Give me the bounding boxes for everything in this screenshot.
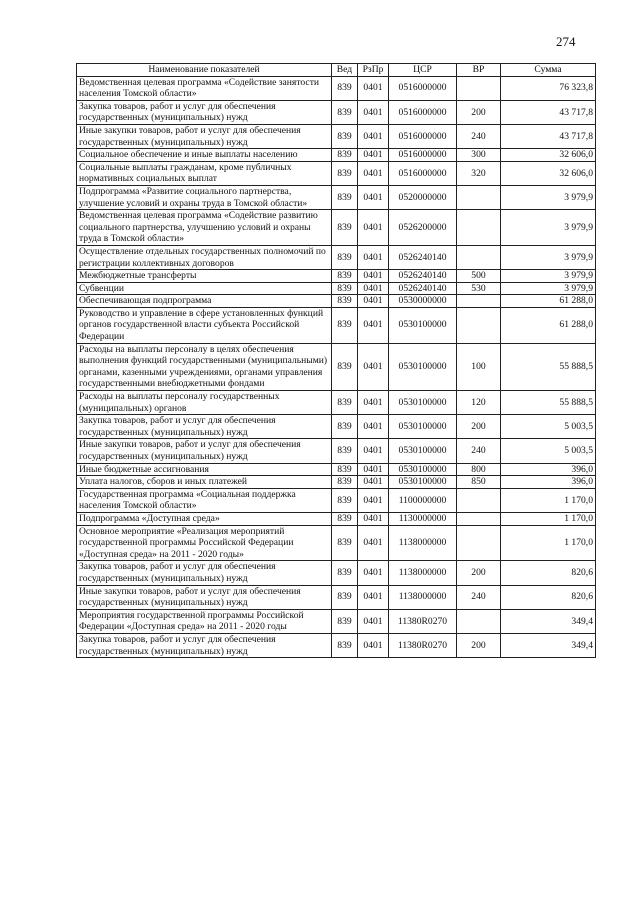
cell-csr: 0526200000 (389, 210, 457, 246)
cell-sum: 3 979,9 (501, 270, 596, 283)
table-row (77, 488, 596, 512)
cell-sum: 61 288,0 (501, 295, 596, 308)
cell-rzpr: 0401 (358, 585, 389, 609)
cell-vr: 320 (457, 161, 501, 185)
cell-sum: 76 323,8 (501, 76, 596, 100)
cell-sum: 1 170,0 (501, 512, 596, 525)
cell-ved: 839 (332, 149, 358, 162)
cell-ved: 839 (332, 270, 358, 283)
cell-csr: 0516000000 (389, 161, 457, 185)
cell-name: Основное мероприятие «Реализация мероприятий государственной программы Российской Федерации «Доступная среда» на 2011 - 2020 годы» (77, 525, 332, 561)
cell-sum: 5 003,5 (501, 415, 596, 439)
table-row (77, 282, 596, 295)
cell-name: Закупка товаров, работ и услуг для обеспечения государственных (муниципальных) нужд (77, 415, 332, 439)
cell-csr: 0516000000 (389, 124, 457, 148)
table-row (77, 124, 596, 148)
cell-ved: 839 (332, 76, 358, 100)
budget-table (76, 63, 596, 658)
table-row (77, 307, 596, 343)
cell-ved: 839 (332, 609, 358, 633)
cell-vr (457, 512, 501, 525)
column-header-csr: ЦСР (389, 64, 457, 77)
cell-ved: 839 (332, 100, 358, 124)
cell-name: Иные бюджетные ассигнования (77, 463, 332, 476)
cell-name: Иные закупки товаров, работ и услуг для обеспечения государственных (муниципальных) нужд (77, 585, 332, 609)
table-row (77, 100, 596, 124)
cell-vr (457, 295, 501, 308)
cell-sum: 32 606,0 (501, 161, 596, 185)
cell-name: Закупка товаров, работ и услуг для обеспечения государственных (муниципальных) нужд (77, 561, 332, 585)
table-row (77, 391, 596, 415)
table-row (77, 439, 596, 463)
cell-csr: 0526240140 (389, 245, 457, 269)
cell-vr (457, 210, 501, 246)
cell-vr: 530 (457, 282, 501, 295)
cell-sum: 55 888,5 (501, 343, 596, 390)
cell-csr: 0530100000 (389, 343, 457, 390)
cell-sum: 1 170,0 (501, 488, 596, 512)
column-header-vr: ВР (457, 64, 501, 77)
cell-vr (457, 307, 501, 343)
cell-csr: 0516000000 (389, 100, 457, 124)
cell-ved: 839 (332, 512, 358, 525)
cell-sum: 396,0 (501, 476, 596, 489)
cell-rzpr: 0401 (358, 476, 389, 489)
cell-rzpr: 0401 (358, 270, 389, 283)
cell-rzpr: 0401 (358, 185, 389, 209)
cell-rzpr: 0401 (358, 76, 389, 100)
cell-name: Закупка товаров, работ и услуг для обеспечения государственных (муниципальных) нужд (77, 100, 332, 124)
cell-ved: 839 (332, 124, 358, 148)
cell-ved: 839 (332, 476, 358, 489)
cell-name: Иные закупки товаров, работ и услуг для обеспечения государственных (муниципальных) нужд (77, 124, 332, 148)
cell-sum: 396,0 (501, 463, 596, 476)
table-body (77, 76, 596, 658)
cell-name: Государственная программа «Социальная поддержка населения Томской области» (77, 488, 332, 512)
table-row (77, 185, 596, 209)
cell-name: Подпрограмма «Доступная среда» (77, 512, 332, 525)
cell-sum: 820,6 (501, 561, 596, 585)
cell-ved: 839 (332, 561, 358, 585)
cell-sum: 5 003,5 (501, 439, 596, 463)
cell-csr: 0526240140 (389, 282, 457, 295)
cell-ved: 839 (332, 282, 358, 295)
table-row (77, 149, 596, 162)
cell-rzpr: 0401 (358, 124, 389, 148)
cell-name: Закупка товаров, работ и услуг для обеспечения государственных (муниципальных) нужд (77, 633, 332, 657)
cell-csr: 0530000000 (389, 295, 457, 308)
cell-csr: 0526240140 (389, 270, 457, 283)
cell-rzpr: 0401 (358, 525, 389, 561)
table-row (77, 270, 596, 283)
table-row (77, 76, 596, 100)
cell-name: Мероприятия государственной программы Российской Федерации «Доступная среда» на 2011 - 2020 годы (77, 609, 332, 633)
column-header-rzpr: РзПр (358, 64, 389, 77)
cell-ved: 839 (332, 210, 358, 246)
column-header-name: Наименование показателей (77, 64, 332, 77)
cell-csr: 0530100000 (389, 476, 457, 489)
cell-name: Межбюджетные трансферты (77, 270, 332, 283)
table-row (77, 245, 596, 269)
cell-name: Ведомственная целевая программа «Содействие развитию социального партнерства, улучшению условий и охраны труда в Томской области» (77, 210, 332, 246)
cell-csr: 1100000000 (389, 488, 457, 512)
cell-ved: 839 (332, 439, 358, 463)
cell-sum: 3 979,9 (501, 210, 596, 246)
cell-ved: 839 (332, 343, 358, 390)
cell-rzpr: 0401 (358, 391, 389, 415)
cell-csr: 11380R0270 (389, 609, 457, 633)
cell-vr: 800 (457, 463, 501, 476)
cell-csr: 1138000000 (389, 525, 457, 561)
cell-rzpr: 0401 (358, 295, 389, 308)
page-number: 274 (556, 34, 576, 49)
cell-name: Уплата налогов, сборов и иных платежей (77, 476, 332, 489)
cell-ved: 839 (332, 415, 358, 439)
cell-name: Подпрограмма «Развитие социального партнерства, улучшение условий и охраны труда в Томской области» (77, 185, 332, 209)
cell-rzpr: 0401 (358, 415, 389, 439)
cell-sum: 349,4 (501, 633, 596, 657)
cell-vr: 100 (457, 343, 501, 390)
table-row (77, 609, 596, 633)
cell-rzpr: 0401 (358, 512, 389, 525)
table-row (77, 161, 596, 185)
cell-vr (457, 525, 501, 561)
cell-sum: 43 717,8 (501, 100, 596, 124)
cell-ved: 839 (332, 185, 358, 209)
column-header-ved: Вед (332, 64, 358, 77)
cell-rzpr: 0401 (358, 245, 389, 269)
cell-vr: 200 (457, 100, 501, 124)
cell-vr: 240 (457, 439, 501, 463)
cell-vr (457, 185, 501, 209)
cell-name: Субвенции (77, 282, 332, 295)
cell-rzpr: 0401 (358, 161, 389, 185)
cell-name: Осуществление отдельных государственных полномочий по регистрации коллективных договоров (77, 245, 332, 269)
cell-ved: 839 (332, 585, 358, 609)
cell-csr: 0520000000 (389, 185, 457, 209)
cell-sum: 3 979,9 (501, 245, 596, 269)
cell-csr: 1138000000 (389, 561, 457, 585)
cell-rzpr: 0401 (358, 633, 389, 657)
cell-ved: 839 (332, 488, 358, 512)
cell-ved: 839 (332, 391, 358, 415)
cell-name: Социальные выплаты гражданам, кроме публичных нормативных социальных выплат (77, 161, 332, 185)
cell-vr: 240 (457, 585, 501, 609)
table-header-row (77, 64, 596, 77)
cell-csr: 0530100000 (389, 415, 457, 439)
cell-rzpr: 0401 (358, 463, 389, 476)
cell-csr: 0530100000 (389, 307, 457, 343)
cell-vr: 240 (457, 124, 501, 148)
cell-ved: 839 (332, 525, 358, 561)
cell-csr: 0516000000 (389, 76, 457, 100)
cell-rzpr: 0401 (358, 210, 389, 246)
cell-sum: 820,6 (501, 585, 596, 609)
table-row (77, 210, 596, 246)
cell-ved: 839 (332, 295, 358, 308)
cell-rzpr: 0401 (358, 149, 389, 162)
cell-rzpr: 0401 (358, 282, 389, 295)
cell-vr: 200 (457, 633, 501, 657)
cell-name: Обеспечивающая подпрограмма (77, 295, 332, 308)
cell-sum: 1 170,0 (501, 525, 596, 561)
cell-sum: 55 888,5 (501, 391, 596, 415)
cell-ved: 839 (332, 161, 358, 185)
cell-rzpr: 0401 (358, 343, 389, 390)
cell-csr: 11380R0270 (389, 633, 457, 657)
cell-rzpr: 0401 (358, 439, 389, 463)
cell-sum: 61 288,0 (501, 307, 596, 343)
cell-sum: 349,4 (501, 609, 596, 633)
table-row (77, 512, 596, 525)
cell-csr: 1138000000 (389, 585, 457, 609)
cell-rzpr: 0401 (358, 561, 389, 585)
cell-name: Социальное обеспечение и иные выплаты населению (77, 149, 332, 162)
cell-rzpr: 0401 (358, 609, 389, 633)
cell-csr: 1130000000 (389, 512, 457, 525)
cell-vr (457, 76, 501, 100)
cell-rzpr: 0401 (358, 100, 389, 124)
cell-csr: 0530100000 (389, 439, 457, 463)
cell-name: Расходы на выплаты персоналу государственных (муниципальных) органов (77, 391, 332, 415)
cell-csr: 0530100000 (389, 463, 457, 476)
cell-sum: 43 717,8 (501, 124, 596, 148)
cell-ved: 839 (332, 463, 358, 476)
column-header-sum: Сумма (501, 64, 596, 77)
table-row (77, 476, 596, 489)
table-row (77, 463, 596, 476)
cell-vr: 120 (457, 391, 501, 415)
cell-ved: 839 (332, 307, 358, 343)
table-row (77, 633, 596, 657)
table-row (77, 585, 596, 609)
cell-ved: 839 (332, 633, 358, 657)
cell-ved: 839 (332, 245, 358, 269)
cell-vr: 850 (457, 476, 501, 489)
table-row (77, 415, 596, 439)
cell-name: Расходы на выплаты персоналу в целях обеспечения выполнения функций государственными (муниципальными) органами, казенными учреждениями, органами управления государственными внебюджетными фондами (77, 343, 332, 390)
cell-vr (457, 488, 501, 512)
table-row (77, 561, 596, 585)
table-row (77, 343, 596, 390)
cell-vr (457, 609, 501, 633)
cell-csr: 0516000000 (389, 149, 457, 162)
cell-csr: 0530100000 (389, 391, 457, 415)
cell-sum: 3 979,9 (501, 282, 596, 295)
cell-vr (457, 245, 501, 269)
cell-vr: 200 (457, 415, 501, 439)
cell-vr: 200 (457, 561, 501, 585)
cell-vr: 300 (457, 149, 501, 162)
cell-vr: 500 (457, 270, 501, 283)
cell-sum: 32 606,0 (501, 149, 596, 162)
cell-name: Руководство и управление в сфере установленных функций органов государственной власти субъекта Российской Федерации (77, 307, 332, 343)
table-row (77, 295, 596, 308)
cell-sum: 3 979,9 (501, 185, 596, 209)
table-row (77, 525, 596, 561)
cell-rzpr: 0401 (358, 488, 389, 512)
cell-rzpr: 0401 (358, 307, 389, 343)
cell-name: Иные закупки товаров, работ и услуг для обеспечения государственных (муниципальных) нужд (77, 439, 332, 463)
cell-name: Ведомственная целевая программа «Содействие занятости населения Томской области» (77, 76, 332, 100)
